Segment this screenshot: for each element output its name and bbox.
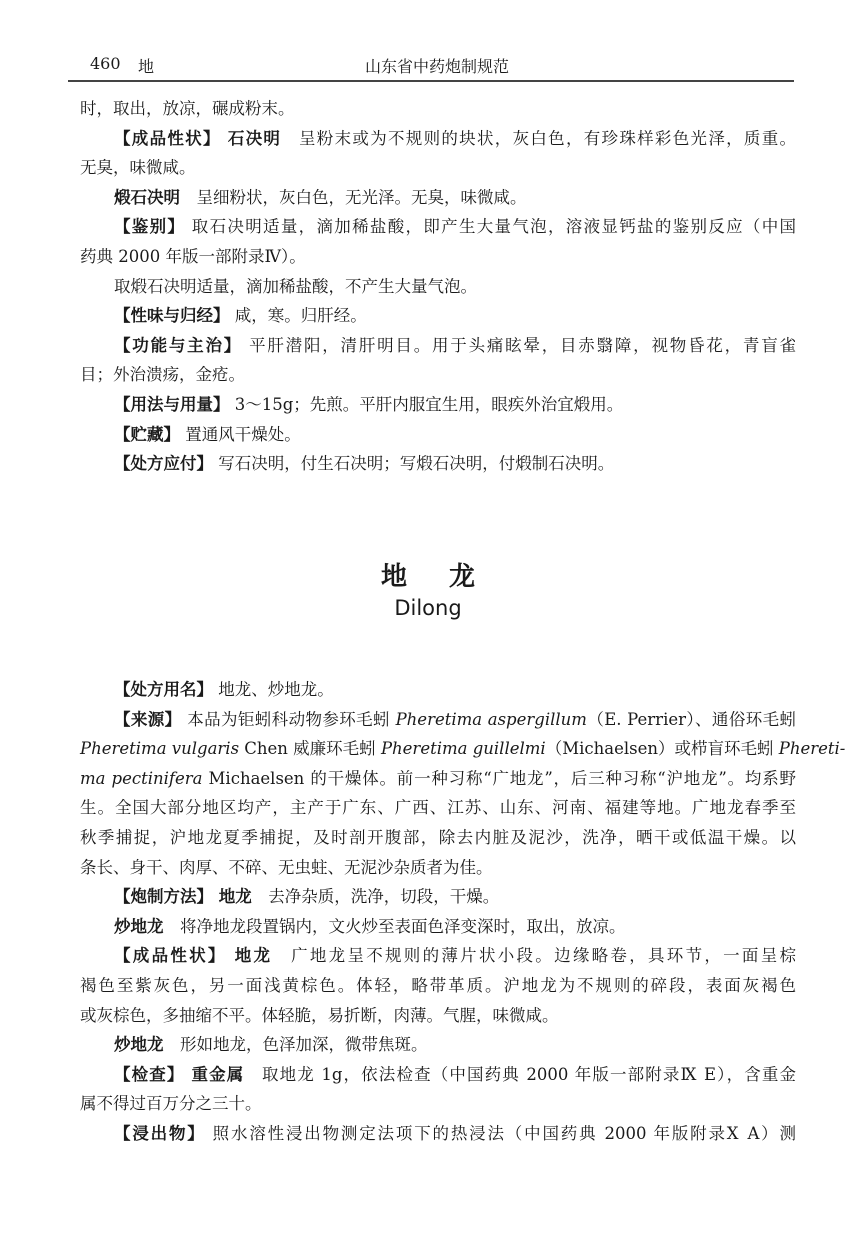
text-line: [80, 941, 796, 971]
text-segment: 时，取出，放凉，碾成粉末。: [80, 99, 295, 118]
section-shijueming-continued: [80, 94, 796, 479]
text-segment: 将净地龙段置锅内，文火炒至表面色泽变深时，取出，放凉。: [163, 916, 626, 936]
section-label: 【炮制方法】 地龙: [114, 887, 252, 907]
section-label: 【来源】: [114, 709, 182, 729]
text-segment: 照水溶性浸出物测定法项下的热浸法（中国药典 2000 年版附录Ⅹ A）测: [205, 1123, 796, 1143]
text-line: [80, 242, 796, 272]
section-label: 炒地龙: [114, 1035, 164, 1055]
text-segment: 属不得过百万分之三十。: [80, 1094, 262, 1114]
section-dilong: [80, 675, 846, 1149]
chapter-char: 地: [138, 57, 155, 76]
text-segment: 广地龙呈不规则的薄片状小段。边缘略卷，具环节，一面呈棕: [272, 946, 797, 966]
text-segment: 咸，寒。归肝经。: [229, 306, 367, 326]
text-segment: Michaelsen 的干燥体。前一种习称“广地龙”，后三种习称“沪地龙”。均系野: [202, 768, 796, 788]
text-segment: 取地龙 1g，依法检查（中国药典 2000 年版一部附录Ⅸ E），含重金: [244, 1064, 796, 1084]
text-segment: 置通风干燥处。: [180, 424, 301, 444]
section-label: 【成品性状】 地龙: [114, 946, 273, 966]
text-segment: 取煅石决明适量，滴加稀盐酸，不产生大量气泡。: [114, 276, 477, 296]
section-label: 【鉴别】: [114, 217, 186, 237]
text-line: [80, 853, 796, 883]
text-segment: 去净杂质，洗净，切段，干燥。: [251, 887, 500, 907]
text-line: [80, 124, 796, 154]
text-segment: 平肝潜阳，清肝明目。用于头痛眩晕，目赤翳障，视物昏花，青盲雀: [242, 335, 797, 355]
text-line: [80, 1030, 796, 1060]
book-title: 山东省中药炮制规范: [364, 57, 509, 76]
text-line: [80, 272, 796, 302]
text-segment: 地龙、炒地龙。: [213, 680, 334, 699]
text-segment: 药典 2000 年版一部附录Ⅳ）。: [80, 246, 306, 266]
section-label: 【检查】 重金属: [114, 1064, 245, 1084]
entry-title: 地龙: [380, 562, 517, 592]
text-segment: 秋季捕捉，沪地龙夏季捕捉，及时剖开腹部，除去内脏及泥沙，洗净，晒干或低温干燥。以: [80, 827, 796, 847]
entry-pinyin: Dilong: [394, 596, 462, 620]
section-label: 炒地龙: [114, 916, 164, 936]
text-line: [80, 882, 796, 912]
text-line: [80, 1089, 796, 1119]
text-segment: 本品为钜蚓科动物参环毛蚓: [181, 709, 396, 729]
text-line: [80, 183, 796, 213]
text-line: [80, 153, 796, 183]
text-segment: 或灰棕色，多抽缩不平。体轻脆，易折断，肉薄。气腥，味微咸。: [80, 1005, 559, 1025]
section-label: 【贮藏】: [114, 424, 180, 444]
text-segment: 3～15g；先煎。平肝内服宜生用，眼疾外治宜煅用。: [229, 394, 624, 414]
section-label: 【性味与归经】: [114, 306, 230, 326]
section-label: 【功能与主治】: [114, 335, 243, 355]
text-line: [80, 212, 796, 242]
text-segment: （Michaelsen）或栉盲环毛蚓: [545, 739, 779, 759]
text-line: [80, 94, 796, 124]
text-line: [80, 1119, 796, 1149]
header-rule: [68, 80, 794, 82]
text-line: [80, 705, 796, 735]
text-line: [80, 449, 796, 479]
text-line: [80, 823, 796, 853]
text-segment: 无臭，味微咸。: [80, 158, 196, 178]
text-line: [80, 1060, 796, 1090]
latin-name: ma pectinifera: [80, 768, 203, 788]
text-line: [80, 764, 796, 794]
text-segment: 形如地龙，色泽加深，微带焦斑。: [163, 1035, 428, 1055]
section-label: 【处方应付】: [114, 454, 213, 474]
text-line: [80, 1001, 796, 1031]
text-segment: 写石决明，付生石决明；写煅石决明，付煅制石决明。: [213, 454, 615, 474]
text-line: [80, 912, 796, 942]
latin-name: Pheretima guillelmi: [380, 739, 546, 759]
text-line: [80, 675, 796, 705]
section-label: 【浸出物】: [114, 1123, 206, 1143]
section-label: 【成品性状】 石决明: [114, 128, 282, 148]
text-segment: 褐色至紫灰色，另一面浅黄棕色。体轻，略带革质。沪地龙为不规则的碎段，表面灰褐色: [80, 975, 796, 995]
text-segment: （E. Perrier）、通俗环毛蚓: [586, 709, 797, 729]
text-segment: 生。全国大部分地区均产，主产于广东、广西、江苏、山东、河南、福建等地。广地龙春季至: [80, 798, 796, 818]
section-label: 【用法与用量】: [114, 394, 230, 414]
text-line: [80, 331, 796, 361]
text-segment: 目；外治溃疡，金疮。: [80, 365, 245, 385]
text-line: [80, 734, 846, 764]
text-segment: 呈细粉状，灰白色，无光泽。无臭，味微咸。: [180, 187, 527, 207]
latin-name: Phereti-: [778, 739, 846, 759]
text-segment: 条长、身干、肉厚、不碎、无虫蛀、无泥沙杂质者为佳。: [80, 857, 493, 877]
text-segment: 取石决明适量，滴加稀盐酸，即产生大量气泡，溶液显钙盐的鉴别反应（中国: [185, 217, 797, 237]
text-line: [80, 420, 796, 450]
text-segment: Chen 威廉环毛蚓: [239, 739, 381, 759]
text-line: [80, 971, 796, 1001]
running-header: [80, 54, 794, 80]
text-line: [80, 360, 796, 390]
page-number: 460: [90, 54, 121, 73]
section-label: 【处方用名】: [114, 680, 213, 699]
latin-name: Pheretima aspergillum: [395, 709, 587, 729]
latin-name: Pheretima vulgaris: [80, 739, 240, 759]
text-line: [80, 793, 796, 823]
section-label: 煅石决明: [114, 187, 180, 207]
text-segment: 呈粉末或为不规则的块状，灰白色，有珍珠样彩色光泽，质重。: [281, 128, 797, 148]
text-line: [80, 301, 796, 331]
text-line: [80, 390, 796, 420]
